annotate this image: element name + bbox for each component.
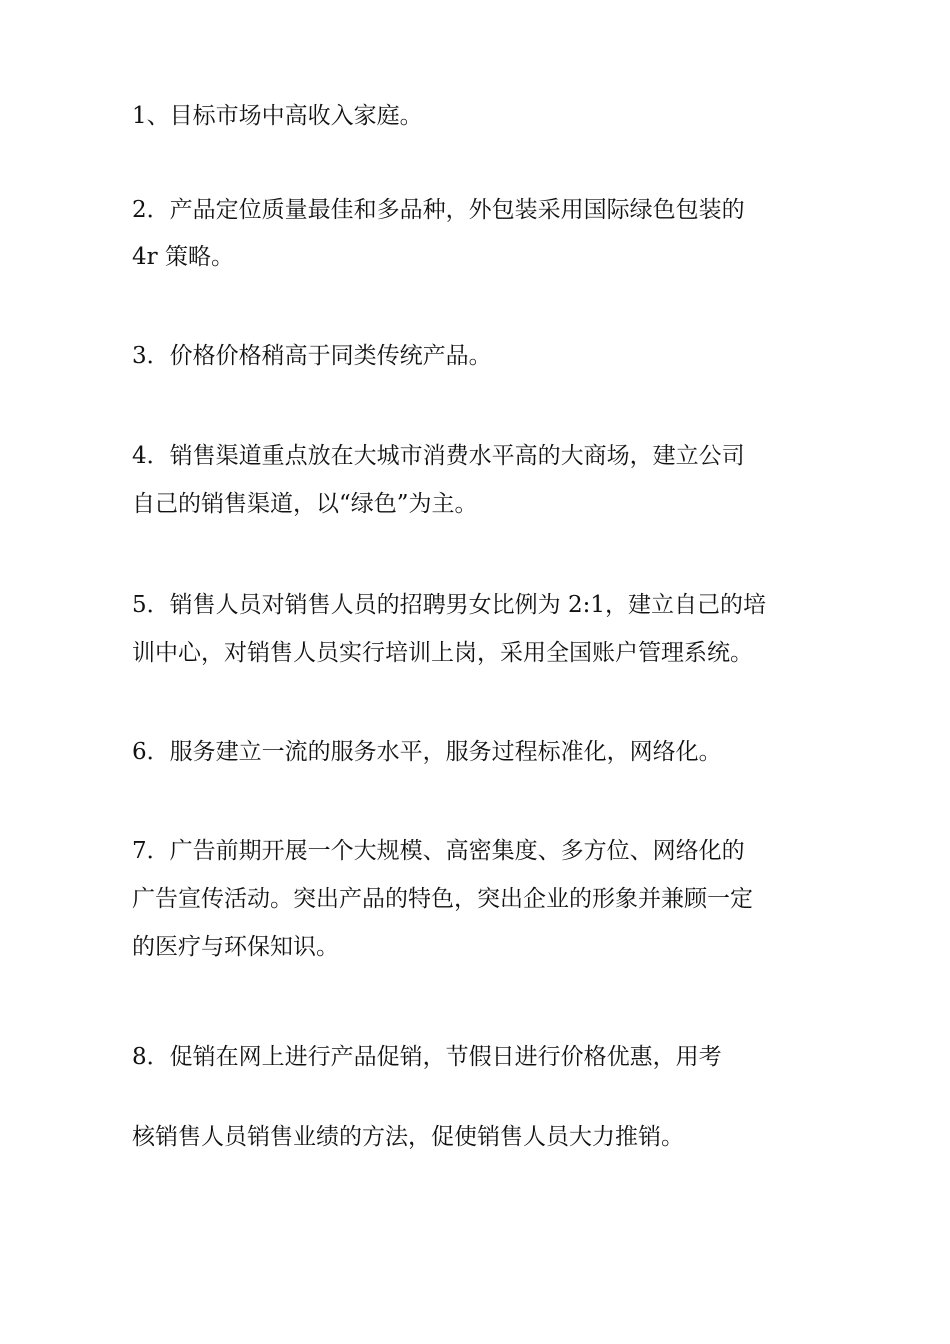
text-line: 4．销售渠道重点放在大城市消费水平高的大商场，建立公司 bbox=[132, 443, 745, 469]
text-line: 核销售人员销售业绩的方法，促使销售人员大力推销。 bbox=[132, 1124, 684, 1150]
text-line: 自己的销售渠道，以“绿色”为主。 bbox=[132, 491, 478, 517]
text-line: 训中心，对销售人员实行培训上岗，采用全国账户管理系统。 bbox=[132, 640, 753, 666]
text-line: 1、目标市场中高收入家庭。 bbox=[132, 103, 423, 129]
text-line: 2．产品定位质量最佳和多品种，外包装采用国际绿色包装的 bbox=[132, 197, 745, 223]
text-line: 的医疗与环保知识。 bbox=[132, 934, 339, 960]
text-line: 5．销售人员对销售人员的招聘男女比例为 2:1，建立自己的培 bbox=[132, 592, 766, 618]
text-line: 广告宣传活动。突出产品的特色，突出企业的形象并兼顾一定 bbox=[132, 886, 753, 912]
text-line: 3．价格价格稍高于同类传统产品。 bbox=[132, 343, 492, 369]
text-line: 7．广告前期开展一个大规模、高密集度、多方位、网络化的 bbox=[132, 838, 745, 864]
text-line: 8．促销在网上进行产品促销，节假日进行价格优惠，用考 bbox=[132, 1044, 722, 1070]
text-line: 6．服务建立一流的服务水平，服务过程标准化，网络化。 bbox=[132, 739, 722, 765]
text-line: 4r 策略。 bbox=[132, 244, 234, 270]
